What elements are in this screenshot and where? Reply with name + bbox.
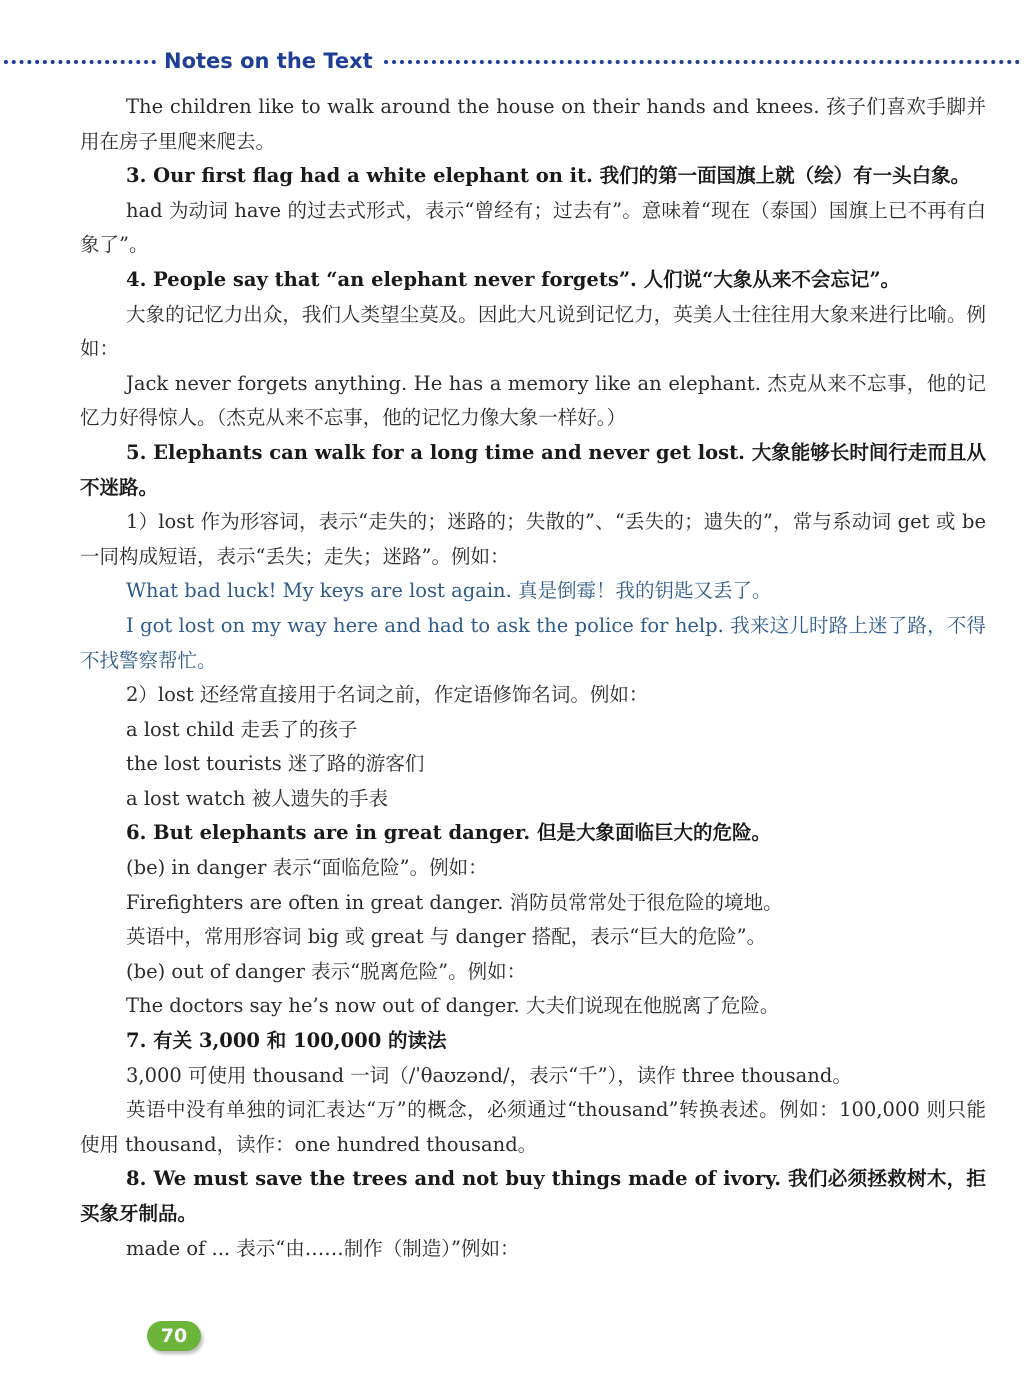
note-7-heading: 7. 有关 3,000 和 100,000 的读法 bbox=[126, 1029, 447, 1053]
note-7-line-2: 英语中没有单独的词汇表达“万”的概念，必须通过“thousand”转换表述。例如：100,000 则只能使用 thousand，读作：one hundred thousand。 bbox=[80, 1098, 986, 1156]
note-5-example-2: I got lost on my way here and had to ask the police for help. 我来这儿时路上迷了路，不得不找警察帮忙。 bbox=[80, 613, 986, 672]
section-header bbox=[0, 46, 1024, 76]
example-sentence: The children like to walk around the house on their hands and knees. 孩子们喜欢手脚并用在房子里爬来爬去。 bbox=[80, 95, 986, 153]
note-6-line-5: The doctors say he’s now out of danger. 大夫们说现在他脱离了危险。 bbox=[126, 994, 780, 1018]
dotted-rule-left bbox=[4, 60, 156, 64]
note-5-example-3: a lost child 走丢了的孩子 bbox=[126, 717, 358, 741]
note-3-explanation: had 为动词 have 的过去式形式，表示“曾经有；过去有”。意味着“现在（泰国）国旗上已不再有白象了”。 bbox=[80, 198, 986, 257]
dotted-rule-right bbox=[384, 60, 1020, 64]
section-title: Notes on the Text bbox=[164, 49, 373, 73]
note-6-line-2: Firefighters are often in great danger. 消防员常常处于很危险的境地。 bbox=[126, 890, 783, 914]
notes-body bbox=[80, 90, 986, 1266]
note-4-explanation: 大象的记忆力出众，我们人类望尘莫及。因此大凡说到记忆力，英美人士往往用大象来进行比喻。例如： bbox=[80, 302, 986, 361]
note-5-example-1: What bad luck! My keys are lost again. 真是倒霉！我的钥匙又丢了。 bbox=[126, 579, 772, 603]
note-7-line-1: 3,000 可使用 thousand 一词（/ˈθaʊzənd/，表示“千”），读作 three thousand。 bbox=[126, 1063, 852, 1087]
note-8-explanation: made of ... 表示“由……制作（制造）”例如： bbox=[126, 1236, 520, 1260]
note-6-line-4: (be) out of danger 表示“脱离危险”。例如： bbox=[126, 959, 527, 983]
note-5-explanation-2: 2）lost 还经常直接用于名词之前，作定语修饰名词。例如： bbox=[126, 683, 649, 707]
note-5-explanation-1: 1）lost 作为形容词，表示“走失的；迷路的；失散的”、“丢失的；遗失的”，常与系动词 get 或 be 一同构成短语，表示“丢失；走失；迷路”。例如： bbox=[80, 510, 986, 568]
note-8-heading: 8. We must save the trees and not buy things made of ivory. 我们必须拯救树木，拒买象牙制品。 bbox=[80, 1167, 986, 1225]
note-4-example: Jack never forgets anything. He has a memory like an elephant. 杰克从来不忘事，他的记忆力好得惊人。（杰克从来不忘事，他的记忆力像大象一样好。） bbox=[80, 371, 986, 430]
note-5-heading: 5. Elephants can walk for a long time and never get lost. 大象能够长时间行走而且从不迷路。 bbox=[80, 440, 986, 499]
note-6-line-1: (be) in danger 表示“面临危险”。例如： bbox=[126, 856, 488, 880]
note-3-heading: 3. Our first flag had a white elephant on it. 我们的第一面国旗上就（绘）有一头白象。 bbox=[126, 164, 971, 188]
note-5-example-4: the lost tourists 迷了路的游客们 bbox=[126, 752, 425, 776]
page-number-badge: 70 bbox=[147, 1321, 201, 1351]
note-4-heading: 4. People say that “an elephant never forgets”. 人们说“大象从来不会忘记”。 bbox=[126, 267, 901, 291]
note-5-example-5: a lost watch 被人遗失的手表 bbox=[126, 786, 389, 810]
note-6-line-3: 英语中，常用形容词 big 或 great 与 danger 搭配，表示“巨大的危险”。 bbox=[126, 925, 767, 949]
note-6-heading: 6. But elephants are in great danger. 但是大象面临巨大的危险。 bbox=[126, 821, 771, 845]
